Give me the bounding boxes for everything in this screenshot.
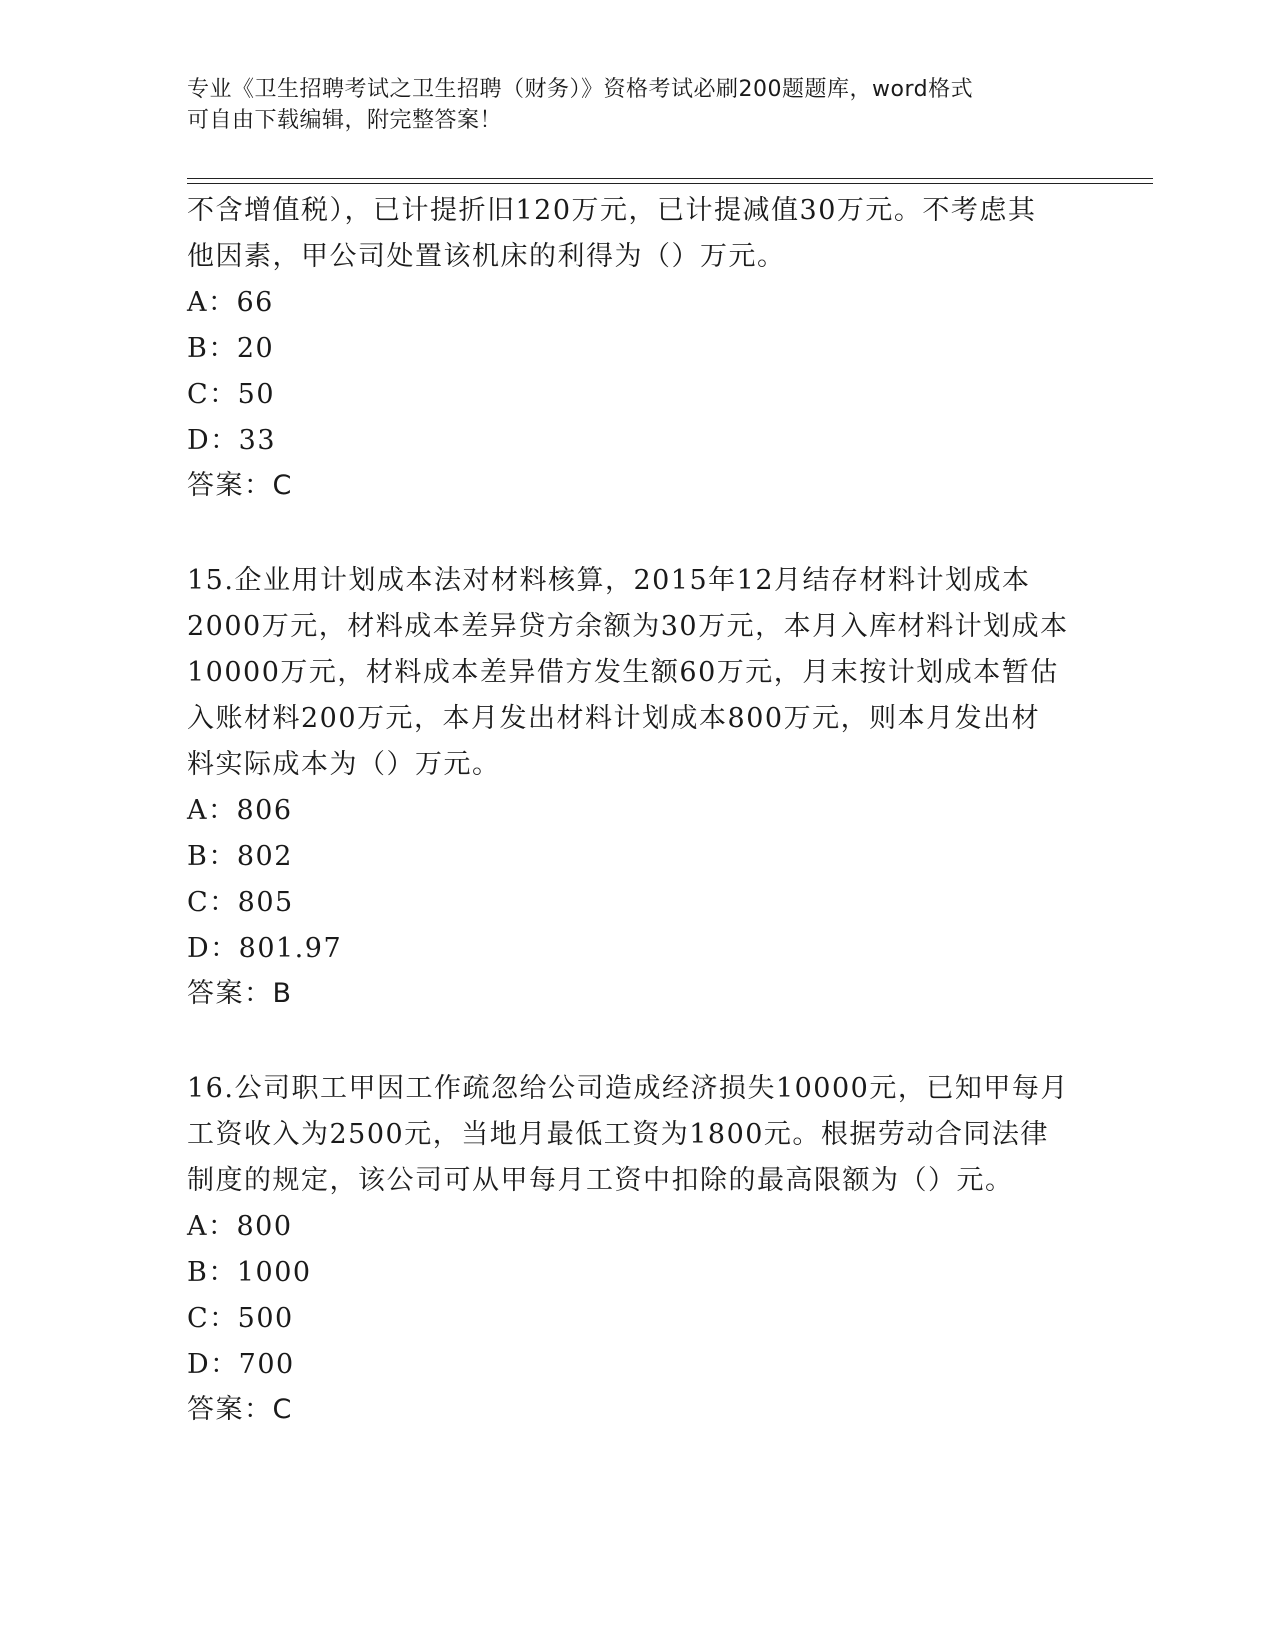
question-text: [187, 558, 1087, 788]
question-text: [187, 188, 1087, 280]
question-line: 他因素，甲公司处置该机床的利得为（）万元。: [187, 241, 786, 272]
question-block: [187, 558, 1087, 1016]
question-line: 15.企业用计划成本法对材料核算，2015年12月结存材料计划成本: [187, 565, 1031, 596]
spacer: [187, 508, 1087, 558]
option-d: D：33: [187, 425, 277, 456]
option-b: B：802: [187, 841, 293, 872]
header-divider-bottom: [187, 183, 1153, 184]
question-line: 入账材料200万元，本月发出材料计划成本800万元，则本月发出材: [187, 703, 1041, 734]
question-line: 料实际成本为（）万元。: [187, 749, 501, 780]
document-header: [187, 74, 1067, 136]
option-a: A：800: [187, 1211, 293, 1242]
answer: 答案：C: [187, 470, 293, 501]
question-block: [187, 188, 1087, 508]
question-line: 工资收入为2500元，当地月最低工资为1800元。根据劳动合同法律: [187, 1119, 1049, 1150]
question-line: 制度的规定，该公司可从甲每月工资中扣除的最高限额为（）元。: [187, 1165, 1014, 1196]
option-c: C：50: [187, 379, 276, 410]
option-b: B：1000: [187, 1257, 312, 1288]
option-c: C：805: [187, 887, 294, 918]
question-list: [187, 188, 1087, 1432]
question-line: 16.公司职工甲因工作疏忽给公司造成经济损失10000元，已知甲每月: [187, 1073, 1069, 1104]
header-title-line-2: 可自由下载编辑，附完整答案！: [187, 108, 503, 133]
option-a: A：66: [187, 287, 274, 318]
option-d: D：801.97: [187, 933, 343, 964]
question-line: 不含增值税），已计提折旧120万元，已计提减值30万元。不考虑其: [187, 195, 1037, 226]
question-line: 10000万元，材料成本差异借方发生额60万元，月末按计划成本暂估: [187, 657, 1059, 688]
question-line: 2000万元，材料成本差异贷方余额为30万元，本月入库材料计划成本: [187, 611, 1069, 642]
answer: 答案：B: [187, 978, 293, 1009]
spacer: [187, 1016, 1087, 1066]
option-a: A：806: [187, 795, 293, 826]
header-divider-top: [187, 178, 1153, 179]
question-text: [187, 1066, 1087, 1204]
option-b: B：20: [187, 333, 275, 364]
option-c: C：500: [187, 1303, 294, 1334]
question-block: [187, 1066, 1087, 1432]
header-title-line-1: 专业《卫生招聘考试之卫生招聘（财务）》资格考试必刷200题题库，word格式: [187, 77, 974, 102]
option-d: D：700: [187, 1349, 295, 1380]
answer: 答案：C: [187, 1394, 293, 1425]
